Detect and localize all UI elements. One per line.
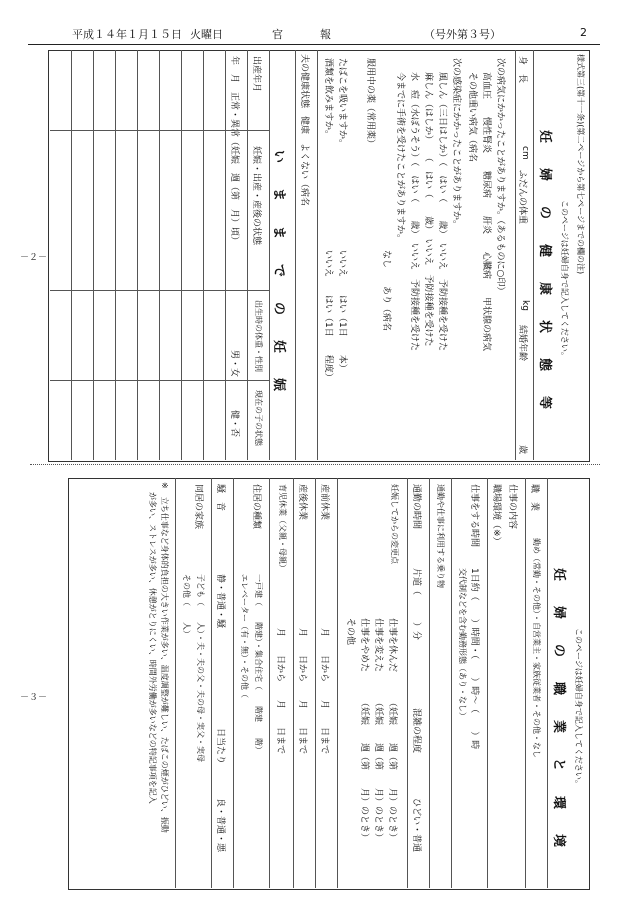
q-alcohol: 酒類を飲みますか。 — [323, 58, 333, 140]
housing-answer[interactable]: 一戸建（ 階建）・集合住宅（ 階建 階） — [254, 574, 263, 754]
family-other[interactable]: その他（ 人） — [182, 574, 191, 638]
occupation-title: 妊 婦 の 職 業 と 環 境 — [551, 568, 566, 854]
change-job[interactable]: 仕事を変えた — [373, 618, 383, 673]
gazette-weekday: 火曜日 — [190, 28, 223, 41]
occupation-subtitle: このページは妊婦自身で記入してください。 — [574, 628, 583, 788]
change-other[interactable]: その他 — [345, 618, 355, 646]
prenatal-leave-dates[interactable]: 月 日から 月 日まで — [319, 628, 329, 755]
gazette-date: 平成１４年１月１５日 — [72, 28, 182, 41]
duty-label: 仕事の内容 — [507, 484, 517, 530]
q-rubella[interactable]: 風しん（三日はしか）（ はい（ 歳） いいえ 予防接種を受けた — [437, 72, 447, 352]
pregnancy-history-title: い ま ま で の 妊 娠 — [271, 150, 286, 398]
page-number-3: －３－ — [20, 693, 48, 703]
sunlight-answer[interactable]: 良・普通・悪 — [215, 798, 225, 853]
postnatal-leave-label: 産後休業 — [297, 484, 307, 521]
q-medication: 服用中の薬（常用薬） — [365, 58, 375, 149]
health-title: 妊 婦 の 健 康 状 態 等 — [537, 130, 552, 416]
health-subtitle: このページは妊婦自身で記入してください。 — [560, 200, 569, 360]
gazette-page: 2 — [580, 26, 587, 39]
history-health[interactable]: 健・否 — [229, 410, 239, 438]
col-child-status: 現在の子の状態 — [254, 390, 263, 446]
change-week-a[interactable]: （妊娠 週（第 月）のとき） — [387, 698, 397, 843]
weight-unit[interactable]: kg — [520, 300, 530, 311]
husband-health-answer[interactable]: 健康 よくない（病名 — [299, 116, 309, 207]
commute-time-label: 通勤の時間 — [411, 484, 421, 530]
q-surgery: 今までに手術を受けたことがありますか。 — [395, 72, 405, 244]
col-course: 妊娠・出産・産後の状態 — [251, 146, 261, 246]
height-label: 身 長 — [517, 56, 527, 84]
health-status-page — [50, 50, 590, 460]
sunlight-label: 日当たり — [215, 728, 225, 765]
noise-label: 騒 音 — [215, 484, 225, 512]
elevator-answer[interactable]: エレベーター（有・無）・その他（ — [240, 574, 249, 698]
gazette-name-2: 報 — [320, 28, 331, 41]
env-label: 職場環境（※） — [491, 484, 501, 546]
page-fold-line — [30, 464, 600, 465]
age-label: 結婚年齢 — [517, 325, 527, 362]
q-diseases-options[interactable]: 高血圧 慢性腎炎 糖尿病 肝炎 心臓病 甲状腺の病気 — [481, 72, 491, 352]
gazette-name-1: 官 — [272, 28, 283, 41]
childcare-leave-label: 育児休業（父親・母親） — [278, 484, 287, 572]
q-diseases-other[interactable]: その他重い病気（病名 — [467, 72, 477, 163]
husband-health-label: 夫の健康状態 — [299, 54, 309, 109]
header-rule — [28, 44, 600, 45]
changes-label: 妊娠してからの変更点 — [390, 484, 399, 564]
change-week-c[interactable]: （妊娠 週（第 月）のとき） — [359, 698, 369, 843]
job-label: 職 業 — [529, 484, 539, 512]
change-quit[interactable]: 仕事をやめた — [359, 618, 369, 673]
job-options[interactable]: 勤め（常勤・その他）・自営業主・家族従業者・その他・なし — [532, 538, 541, 758]
q-tobacco: たばこを吸いますか。 — [337, 58, 347, 149]
q-measles[interactable]: 麻しん（はしか） （ はい（ 歳） いいえ 予防接種を受けた — [423, 72, 433, 347]
commute-label: 通勤や仕事に利用する乗り物 — [436, 484, 445, 588]
q-chickenpox[interactable]: 水 痘（水ぼうそう）（ はい（ 歳） いいえ 予防接種を受けた — [409, 72, 419, 352]
form-note: 様式第三(第十一条)(第二ページから第七ページまでの欄の注) — [576, 54, 585, 275]
crowd-label: 混雑の程度 — [411, 708, 421, 754]
footnote-line-2: が多い、ストレスが多い、休憩がとりにくい、時間外労働が多いなどの特記事項を記入 — [148, 492, 157, 804]
hours-label: 仕事をする時間 — [469, 484, 479, 548]
health-page-frame — [48, 50, 590, 462]
q-tobacco-answer[interactable]: いいえ はい（1日 本） — [337, 250, 347, 373]
page-number-2: －２－ — [20, 253, 48, 263]
col-birth-weight: 出生時の体重・性別 — [254, 300, 263, 372]
shift-answer[interactable]: 交代制などを含む勤務形態（あり・なし） — [458, 568, 467, 720]
change-week-b[interactable]: （妊娠 週（第 月）のとき） — [373, 698, 383, 843]
family-answer[interactable]: 子ども（ 人）・夫・夫の父・夫の母・実父・実母 — [196, 574, 205, 762]
hours-answer[interactable]: 1日約（ ）時間・（ ）時～（ ）時 — [469, 568, 479, 750]
history-row[interactable]: 年 月 正常・異常（妊娠 週（第 月）頃） — [229, 56, 239, 246]
crowd-answer[interactable]: ひどい・普通 — [411, 798, 421, 853]
weight-label: ふだんの体重 — [517, 170, 527, 225]
q-alcohol-answer[interactable]: いいえ はい（1日 程度） — [323, 250, 333, 382]
occupation-environment-page — [70, 478, 590, 888]
history-sex[interactable]: 男・女 — [229, 350, 239, 378]
q-diseases: 次の病気にかかったことがありますか。（あるものに○印） — [495, 58, 505, 296]
housing-label: 住居の種類 — [251, 484, 261, 530]
footnote-line-1: ※ 立ち仕事など身体的負担の大きい作業が多い、温度調整が難しい、たばこの煙がひどい、振動 — [160, 482, 169, 833]
postnatal-leave-dates[interactable]: 月 日から 月 日まで — [297, 628, 307, 755]
change-rest[interactable]: 仕事を休んだ — [387, 618, 397, 673]
q-surgery-answer[interactable]: なし あり（病名 — [381, 250, 391, 332]
gazette-issue: （号外第３号） — [424, 28, 501, 41]
col-birth-date: 出産年月 — [251, 56, 261, 93]
q-infections: 次の感染症にかかったことがありますか。 — [451, 58, 461, 230]
commute-time-answer[interactable]: 片道（ ）分 — [411, 568, 421, 641]
gazette-header — [0, 22, 630, 44]
noise-answer[interactable]: 静・普通・騒 — [215, 574, 225, 629]
height-unit[interactable]: cm — [520, 146, 530, 160]
age-unit[interactable]: 歳 — [517, 445, 527, 455]
family-label: 同居の家族 — [193, 484, 203, 530]
childcare-leave-dates[interactable]: 月 日から 月 日まで — [275, 628, 285, 755]
prenatal-leave-label: 産前休業 — [319, 484, 329, 521]
